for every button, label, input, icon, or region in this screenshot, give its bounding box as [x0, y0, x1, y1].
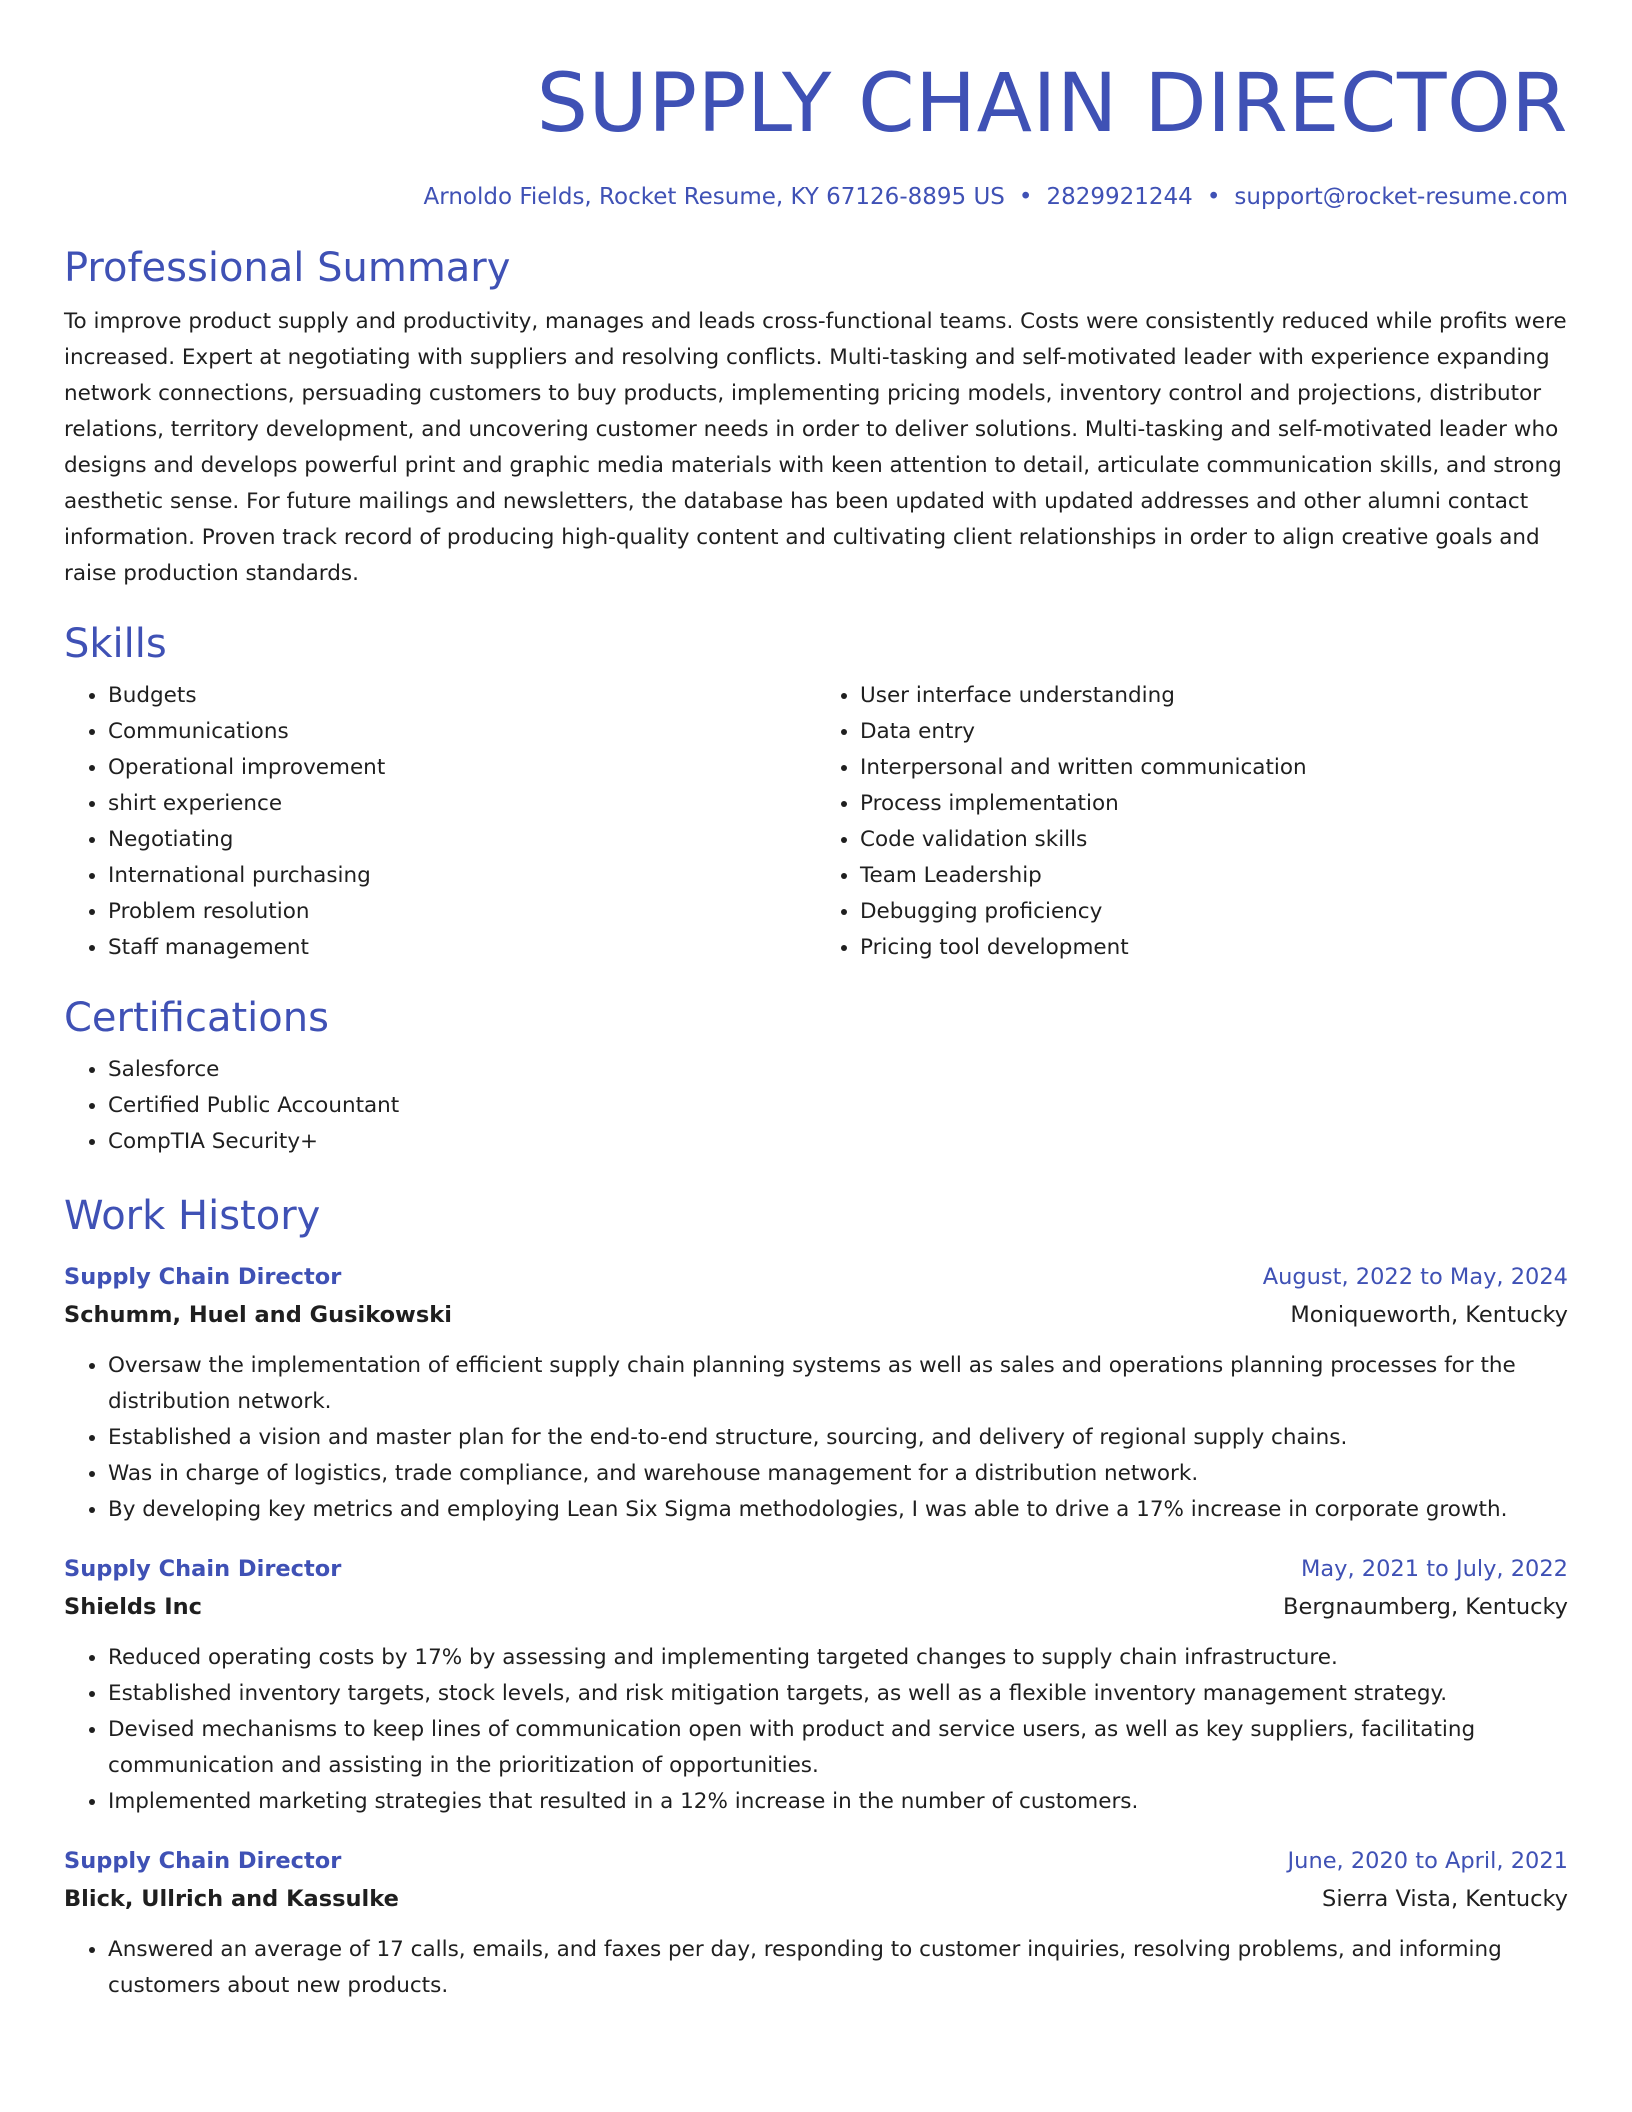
- job-bullet: • Implemented marketing strategies that resulted in a 12% increase in the number of customers.: [108, 1784, 1568, 1820]
- skill-item: • Process implementation: [860, 786, 1568, 822]
- skill-item: • shirt experience: [108, 786, 816, 822]
- skill-item: • Pricing tool development: [860, 930, 1568, 966]
- job-bullet: • Oversaw the implementation of efficient supply chain planning systems as well as sales and operations planning processes for the distribution network.: [108, 1348, 1568, 1420]
- job-bullets: [64, 1348, 1568, 1528]
- separator-dot: •: [1206, 184, 1221, 210]
- job-company: Shields Inc: [64, 1594, 202, 1620]
- summary-heading: Professional Summary: [64, 245, 511, 291]
- job-location: Moniqueworth, Kentucky: [1290, 1302, 1568, 1328]
- skill-item: • Negotiating: [108, 822, 816, 858]
- skill-item: • Budgets: [108, 678, 816, 714]
- job-company-row: [64, 1588, 1568, 1626]
- job-dates: June, 2020 to April, 2021: [1287, 1848, 1568, 1874]
- job-title: Supply Chain Director: [64, 1556, 342, 1582]
- skills-column-right: [816, 678, 1568, 966]
- job-title: Supply Chain Director: [64, 1264, 342, 1290]
- job-header-row: [64, 1258, 1568, 1296]
- job-bullets: [64, 1640, 1568, 1820]
- certifications-list: [64, 1052, 1568, 1160]
- job-bullet: • Was in charge of logistics, trade compliance, and warehouse management for a distribution network.: [108, 1456, 1568, 1492]
- skill-item: • Operational improvement: [108, 750, 816, 786]
- job-bullet: • Established inventory targets, stock levels, and risk mitigation targets, as well as a flexible inventory management strategy.: [108, 1676, 1568, 1712]
- job-dates: August, 2022 to May, 2024: [1262, 1264, 1568, 1290]
- job-bullet: • Established a vision and master plan for the end-to-end structure, sourcing, and delivery of regional supply chains.: [108, 1420, 1568, 1456]
- job-bullet: • Reduced operating costs by 17% by assessing and implementing targeted changes to supply chain infrastructure.: [108, 1640, 1568, 1676]
- skill-item: • Debugging proficiency: [860, 894, 1568, 930]
- skills-list: [64, 678, 1568, 966]
- certification-item: • Certified Public Accountant: [108, 1088, 1568, 1124]
- job-bullets: [64, 1932, 1568, 2004]
- skills-heading: Skills: [64, 621, 167, 667]
- job-company-row: [64, 1296, 1568, 1334]
- skill-item: • User interface understanding: [860, 678, 1568, 714]
- contact-line: [64, 182, 1568, 212]
- job-header-row: [64, 1550, 1568, 1588]
- page-title: SUPPLY CHAIN DIRECTOR: [536, 57, 1568, 151]
- work-history-heading: Work History: [64, 1193, 321, 1239]
- skill-item: • Code validation skills: [860, 822, 1568, 858]
- email-link[interactable]: support@rocket-resume.com: [1234, 184, 1568, 210]
- certification-item: • CompTIA Security+: [108, 1124, 1568, 1160]
- job-entry: [64, 1842, 1568, 2004]
- job-location: Sierra Vista, Kentucky: [1322, 1886, 1568, 1912]
- job-bullet: • Answered an average of 17 calls, emails, and faxes per day, responding to customer inquiries, resolving problems, and informing customers about new products.: [108, 1932, 1568, 2004]
- job-title: Supply Chain Director: [64, 1848, 342, 1874]
- skill-item: • Interpersonal and written communication: [860, 750, 1568, 786]
- phone: 2829921244: [1046, 184, 1193, 210]
- skill-item: • Problem resolution: [108, 894, 816, 930]
- skill-item: • Staff management: [108, 930, 816, 966]
- job-header-row: [64, 1842, 1568, 1880]
- skills-column-left: [64, 678, 816, 966]
- job-entry: [64, 1258, 1568, 1528]
- skill-item: • Data entry: [860, 714, 1568, 750]
- skill-item: • Communications: [108, 714, 816, 750]
- address: Arnoldo Fields, Rocket Resume, KY 67126-8895 US: [423, 184, 1005, 210]
- summary-text: To improve product supply and productivity, manages and leads cross-functional teams. Costs were consistently reduced while profits were increased. Expert at negotiating with suppliers and resolving conflicts. Multi-tasking and self-motivated leader with experience expanding network connections, persuading customers to buy products, implementing pricing models, inventory control and projections, distributor relations, territory development, and uncovering customer needs in order to deliver solutions. Multi-tasking and self-motivated leader who designs and develops powerful print and graphic media materials with keen attention to detail, articulate communication skills, and strong aesthetic sense. For future mailings and newsletters, the database has been updated with updated addresses and other alumni contact information. Proven track record of producing high-quality content and cultivating client relationships in order to align creative goals and raise production standards.: [64, 309, 1567, 586]
- certifications-heading: Certifications: [64, 995, 329, 1041]
- job-dates: May, 2021 to July, 2022: [1300, 1556, 1568, 1582]
- job-company: Schumm, Huel and Gusikowski: [64, 1302, 452, 1328]
- certification-item: • Salesforce: [108, 1052, 1568, 1088]
- skill-item: • International purchasing: [108, 858, 816, 894]
- skill-item: • Team Leadership: [860, 858, 1568, 894]
- job-entry: [64, 1550, 1568, 1820]
- job-company: Blick, Ullrich and Kassulke: [64, 1886, 399, 1912]
- separator-dot: •: [1018, 184, 1033, 210]
- job-location: Bergnaumberg, Kentucky: [1283, 1594, 1568, 1620]
- job-company-row: [64, 1880, 1568, 1918]
- job-bullet: • Devised mechanisms to keep lines of communication open with product and service users, as well as key suppliers, facilitating communication and assisting in the prioritization of opportunities.: [108, 1712, 1568, 1784]
- job-bullet: • By developing key metrics and employing Lean Six Sigma methodologies, I was able to drive a 17% increase in corporate growth.: [108, 1492, 1568, 1528]
- resume-header: [64, 56, 1568, 212]
